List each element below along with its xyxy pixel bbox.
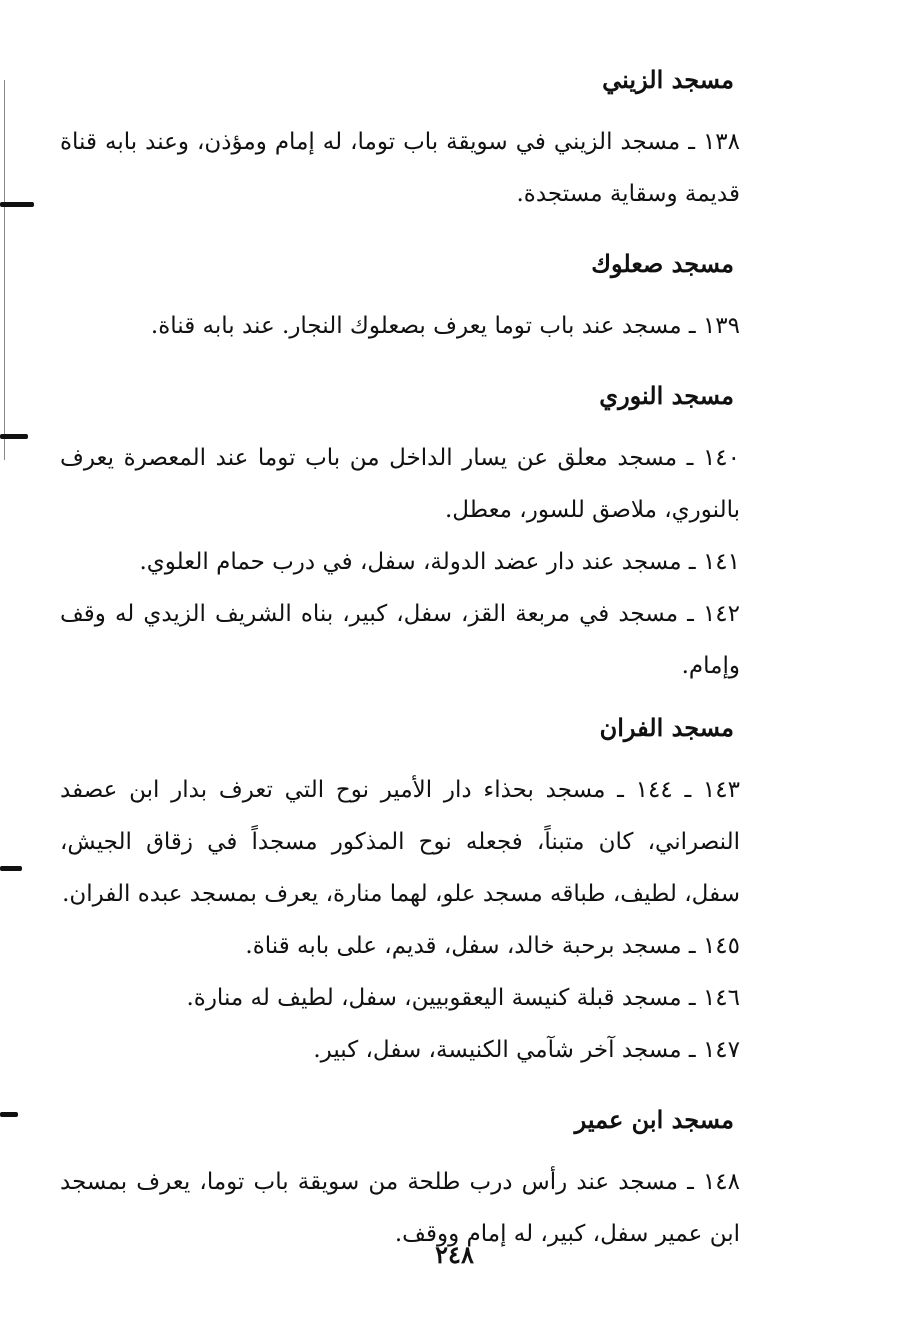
- document-page: [60, 58, 770, 1260]
- section-saluk: [60, 242, 770, 352]
- section-heading: مسجد ابن عمير: [574, 1105, 734, 1134]
- entry-141: ١٤١ ـ مسجد عند دار عضد الدولة، سفل، في درب حمام العلوي.: [139, 549, 740, 575]
- scan-margin-mark: [0, 1112, 18, 1117]
- section-heading: مسجد النوري: [599, 381, 734, 410]
- entry-145: ١٤٥ ـ مسجد برحبة خالد، سفل، قديم، على بابه قناة.: [245, 933, 740, 959]
- entry-142: ١٤٢ ـ مسجد في مربعة القز، سفل، كبير، بناه الشريف الزيدي له وقف وإمام.: [60, 601, 740, 679]
- entry-139: ١٣٩ ـ مسجد عند باب توما يعرف بصعلوك النجار. عند بابه قناة.: [150, 313, 740, 339]
- entry-140: ١٤٠ ـ مسجد معلق عن يسار الداخل من باب توما عند المعصرة يعرف بالنوري، ملاصق للسور، معطل.: [60, 445, 740, 523]
- section-ibn-umair: [60, 1098, 770, 1260]
- page-number: ٢٤٨: [435, 1240, 474, 1269]
- entry-148: ١٤٨ ـ مسجد عند رأس درب طلحة من سويقة باب توما، يعرف بمسجد ابن عمير سفل، كبير، له إمام ووقف.: [60, 1169, 740, 1247]
- section-zaini: [60, 58, 770, 220]
- section-heading: مسجد صعلوك: [591, 249, 734, 278]
- entry-146: ١٤٦ ـ مسجد قبلة كنيسة اليعقوبيين، سفل، لطيف له منارة.: [186, 985, 740, 1011]
- scan-margin-mark: [0, 202, 34, 207]
- section-heading: مسجد الزيني: [602, 65, 734, 94]
- section-farran: [60, 706, 770, 1076]
- entry-143-144: ١٤٣ ـ ١٤٤ ـ مسجد بحذاء دار الأمير نوح التي تعرف بدار ابن عصفد النصراني، كان متبناً، فجعله نوح المذكور مسجداً في زقاق الجيش، سفل، لطيف، طباقه مسجد علو، لهما منارة، يعرف بمسجد عبده الفران.: [60, 777, 740, 907]
- section-heading: مسجد الفران: [599, 713, 734, 742]
- scan-margin-mark: [0, 866, 22, 871]
- section-nuri: [60, 374, 770, 692]
- entry-147: ١٤٧ ـ مسجد آخر شآمي الكنيسة، سفل، كبير.: [313, 1037, 740, 1063]
- scan-edge-line: [4, 80, 5, 460]
- entry-138: ١٣٨ ـ مسجد الزيني في سويقة باب توما، له إمام ومؤذن، وعند بابه قناة قديمة وسقاية مستجدة.: [60, 129, 740, 207]
- scan-margin-mark: [0, 434, 28, 439]
